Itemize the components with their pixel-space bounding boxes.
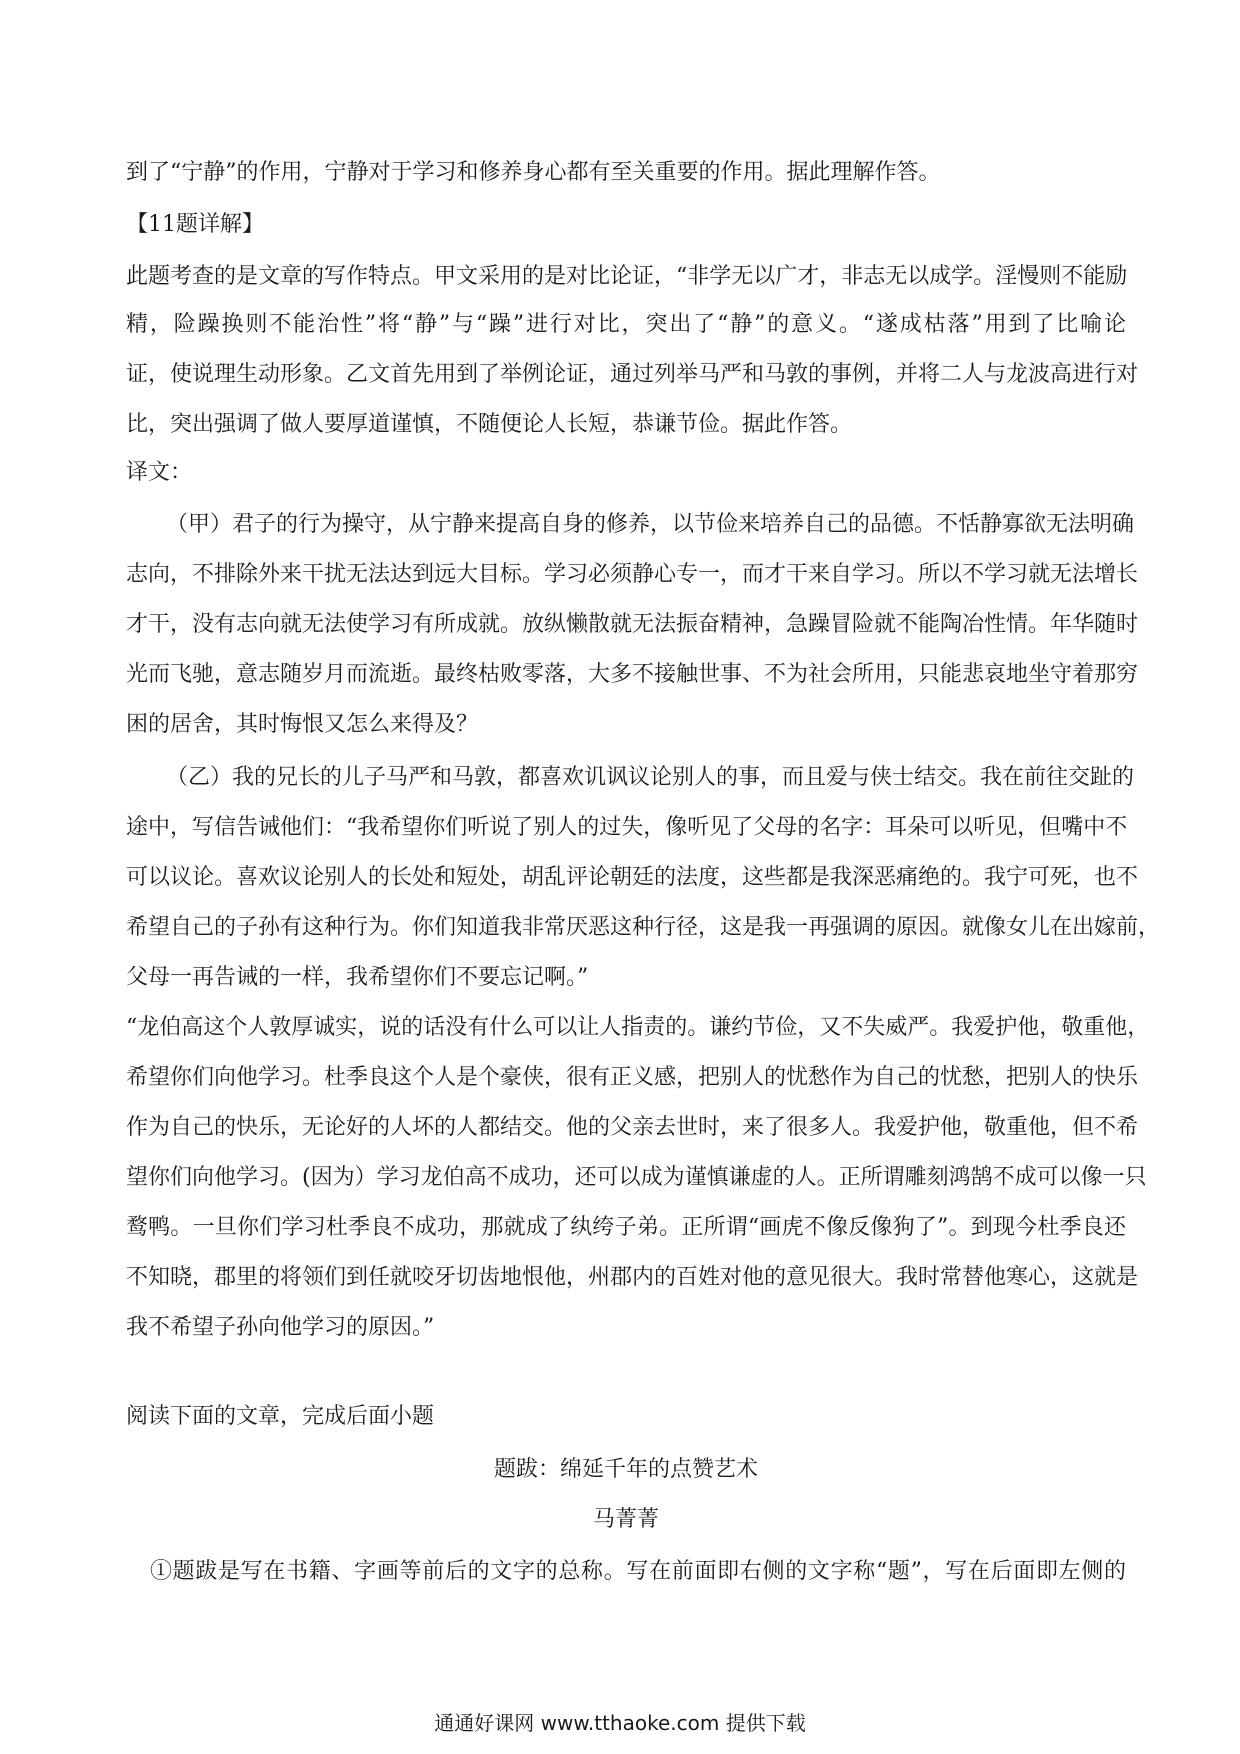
text-line: 困的居舍，其时悔恨又怎么来得及？ xyxy=(126,712,479,737)
section-heading: 【11题详解】 xyxy=(126,212,264,237)
text-line: 作为自己的快乐，无论好的人坏的人都结交。他的父亲去世时，来了很多人。我爱护他，敬重他，但不希 xyxy=(126,1115,1139,1140)
article-title: 题跋：绵延千年的点赞艺术 xyxy=(493,1457,758,1482)
text-line: 希望你们向他学习。杜季良这个人是个豪侠，很有正义感，把别人的忧愁作为自己的忧愁，把别人的快乐 xyxy=(126,1065,1139,1090)
text-line: ①题跋是写在书籍、字画等前后的文字的总称。写在前面即右侧的文字称“题”，写在后面即左侧的 xyxy=(150,1559,1126,1584)
text-line: （甲）君子的行为操守，从宁静来提高自身的修养，以节俭来培养自己的品德。不恬静寡欲无法明确 xyxy=(166,512,1135,537)
text-line: 途中，写信告诫他们：“我希望你们听说了别人的过失，像听见了父母的名字：耳朵可以听见，但嘴中不 xyxy=(126,815,1128,840)
text-line: 光而飞驰，意志随岁月而流逝。最终枯败零落，大多不接触世事、不为社会所用，只能悲哀地坐守着那穷 xyxy=(126,662,1139,687)
page-footer: 通通好课网 www.tthaoke.com 提供下载 xyxy=(434,1711,806,1735)
text-line: 比，突出强调了做人要厚道谨慎，不随便论人长短，恭谦节俭。据此作答。 xyxy=(126,412,853,437)
text-line: 精，险躁换则不能治性”将“静”与“躁”进行对比，突出了“静”的意义。“遂成枯落”用到了比喻论 xyxy=(126,312,1126,337)
text-line: 证，使说理生动形象。乙文首先用到了举例论证，通过列举马严和马敦的事例，并将二人与龙波高进行对 xyxy=(126,362,1139,387)
text-line: 我不希望子孙向他学习的原因。” xyxy=(126,1315,435,1340)
article-author: 马菁菁 xyxy=(592,1507,659,1532)
translation-label: 译文： xyxy=(126,460,193,485)
text-line: 父母一再告诫的一样，我希望你们不要忘记啊。” xyxy=(126,965,589,990)
text-line: 志向，不排除外来干扰无法达到远大目标。学习必须静心专一，而才干来自学习。所以不学习就无法增长 xyxy=(126,562,1139,587)
instruction-text: 阅读下面的文章，完成后面小题 xyxy=(126,1404,435,1429)
text-line: 望你们向他学习。(因为）学习龙伯高不成功，还可以成为谨慎谦虚的人。正所谓雕刻鸿鹄不成可以像一只 xyxy=(126,1165,1147,1190)
text-line: （乙）我的兄长的儿子马严和马敦，都喜欢讥讽议论别人的事，而且爱与侠士结交。我在前往交趾的 xyxy=(166,765,1135,790)
text-line: 希望自己的子孙有这种行为。你们知道我非常厌恶这种行径，这是我一再强调的原因。就像女儿在出嫁前， xyxy=(126,915,1161,940)
text-line: “龙伯高这个人敦厚诚实，说的话没有什么可以让人指责的。谦约节俭，又不失威严。我爱护他，敬重他， xyxy=(126,1015,1150,1040)
text-line: 才干，没有志向就无法使学习有所成就。放纵懒散就无法振奋精神，急躁冒险就不能陶冶性情。年华随时 xyxy=(126,612,1139,637)
text-line: 可以议论。喜欢议论别人的长处和短处，胡乱评论朝廷的法度，这些都是我深恶痛绝的。我宁可死，也不 xyxy=(126,865,1139,890)
text-line: 到了“宁静”的作用，宁静对于学习和修养身心都有至关重要的作用。据此理解作答。 xyxy=(126,160,941,185)
text-line: 鹜鸭。一旦你们学习杜季良不成功，那就成了纨绔子弟。正所谓“画虎不像反像狗了”。到现今杜季良还 xyxy=(126,1215,1126,1240)
text-line: 此题考查的是文章的写作特点。甲文采用的是对比论证，“非学无以广才，非志无以成学。淫慢则不能励 xyxy=(126,264,1128,289)
text-line: 不知晓，郡里的将领们到任就咬牙切齿地恨他，州郡内的百姓对他的意见很大。我时常替他寒心，这就是 xyxy=(126,1265,1139,1290)
